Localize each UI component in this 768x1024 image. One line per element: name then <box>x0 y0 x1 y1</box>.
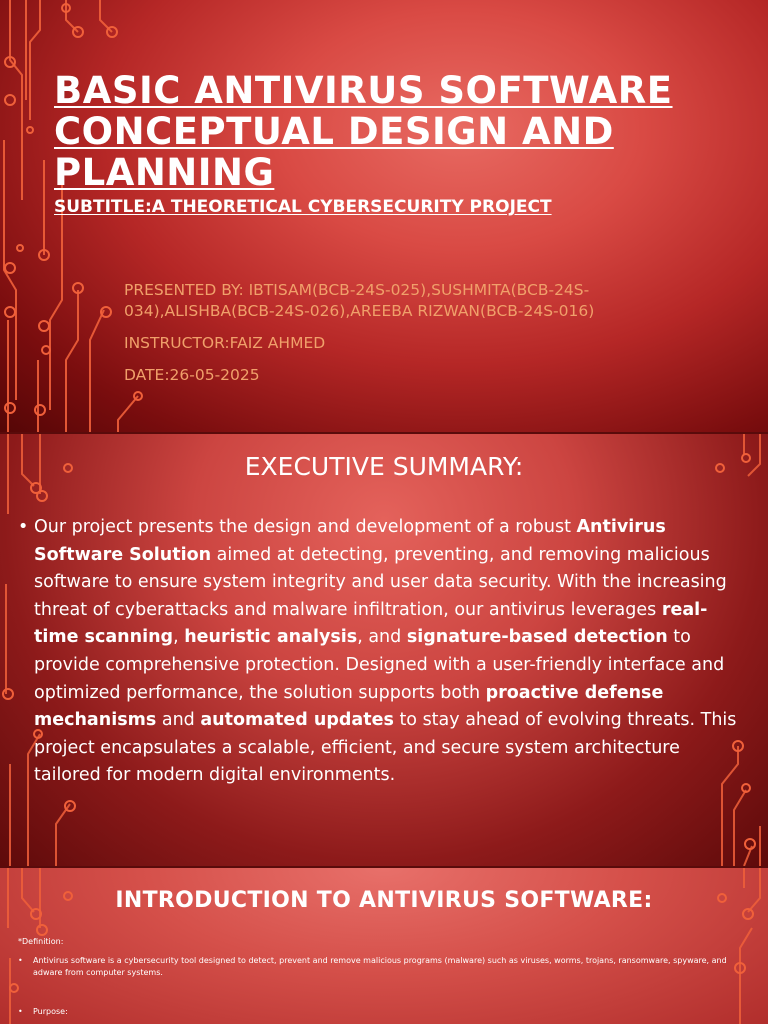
title-slide[interactable] <box>0 0 768 432</box>
emphasis-proactive-defense: proactive defense mechanisms <box>34 682 664 731</box>
purpose-label: Purpose: <box>33 1007 68 1016</box>
executive-summary-heading: EXECUTIVE SUMMARY: <box>244 452 524 481</box>
presentation-title: BASIC ANTIVIRUS SOFTWARE CONCEPTUAL DESIGN AND PLANNING <box>54 69 673 194</box>
bullet-dot: • <box>18 956 23 965</box>
executive-summary-text: Our project presents the design and development of a robust Antivirus Software Solution aimed at detecting, preventing, and removing malicious software to ensure system integrity and user data security. With the increasing threat of cyberattacks and malware infiltration, our antivirus leverages real-time scanning, heuristic analysis, and signature-based detection to provide comprehensive protection. Designed with a user-friendly interface and optimized performance, the solution supports both proactive defense mechanisms and automated updates to stay ahead of evolving threats. This project encapsulates a scalable, efficient, and secure system architecture tailored for modern digital environments. <box>34 517 737 786</box>
presentation-subtitle: SUBTITLE:A THEORETICAL CYBERSECURITY PROJECT <box>54 197 552 217</box>
introduction-slide[interactable] <box>0 868 768 1024</box>
instructor-text: INSTRUCTOR:FAIZ AHMED <box>124 334 326 352</box>
emphasis-antivirus-solution: Antivirus Software Solution <box>34 517 666 565</box>
purpose-bullet <box>18 1006 728 1018</box>
bullet-dot: • <box>18 1007 23 1016</box>
introduction-heading: INTRODUCTION TO ANTIVIRUS SOFTWARE: <box>115 888 653 913</box>
emphasis-real-time-scanning: real-time scanning <box>34 599 708 648</box>
emphasis-signature-detection: signature-based detection <box>406 627 668 648</box>
definition-text: Antivirus software is a cybersecurity tool designed to detect, prevent and remove malicious programs (malware) such as viruses, worms, trojans, ransomware, spyware, and adware from computer systems. <box>33 956 727 977</box>
definition-label: *Definition: <box>18 937 64 946</box>
date-text: DATE:26-05-2025 <box>124 366 260 384</box>
emphasis-automated-updates: automated updates <box>200 710 394 731</box>
executive-summary-slide[interactable] <box>0 434 768 866</box>
definition-bullet <box>18 955 728 979</box>
presenters-text: PRESENTED BY: IBTISAM(BCB-24S-025),SUSHMITA(BCB-24S-034),ALISHBA(BCB-24S-026),AREEBA RIZWAN(BCB-24S-016) <box>124 281 595 320</box>
emphasis-heuristic-analysis: heuristic analysis <box>184 627 358 648</box>
executive-summary-bullet <box>18 514 738 790</box>
bullet-dot: • <box>18 517 29 537</box>
